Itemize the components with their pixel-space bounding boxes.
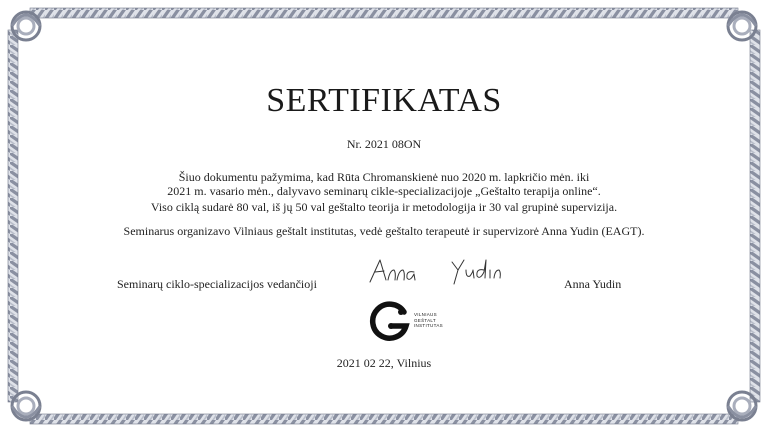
participation-statement	[0, 170, 768, 198]
gestalt-institute-logo-icon	[368, 300, 412, 344]
logo-line: GEŠTALT	[414, 317, 436, 323]
organizer-statement: Seminarus organizavo Vilniaus geštalt institutas, vedė geštalto terapeutė ir supervizorė Anna Yudin (EAGT).	[123, 224, 645, 238]
hours-statement: Viso ciklą sudarė 80 val, iš jų 50 val geštalto teorija ir metodologija ir 30 val grupinė supervizija.	[150, 200, 618, 214]
signatory-name: Anna Yudin	[564, 277, 622, 291]
signatory-role: Seminarų ciklo-specializacijos vedančioji	[117, 277, 317, 291]
institute-logo	[368, 300, 448, 344]
certificate-number: Nr. 2021 08ON	[346, 137, 422, 151]
participation-line-1: Šiuo dokumentu pažymima, kad Rūta Chromanskienė nuo 2020 m. lapkričio mėn. iki	[178, 170, 590, 184]
logo-line: INSTITUTAS	[414, 323, 443, 328]
date-place: 2021 02 22, Vilnius	[336, 356, 432, 370]
logo-wordmark	[414, 312, 443, 329]
participation-line-2: 2021 m. vasario mėn., dalyvavo seminarų cikle-specializacijoje „Geštalto terapija online“.	[167, 184, 601, 198]
handwritten-signature	[366, 256, 516, 288]
certificate-title: SERTIFIKATAS	[266, 82, 502, 119]
logo-line: VILNIAUS	[414, 312, 437, 317]
